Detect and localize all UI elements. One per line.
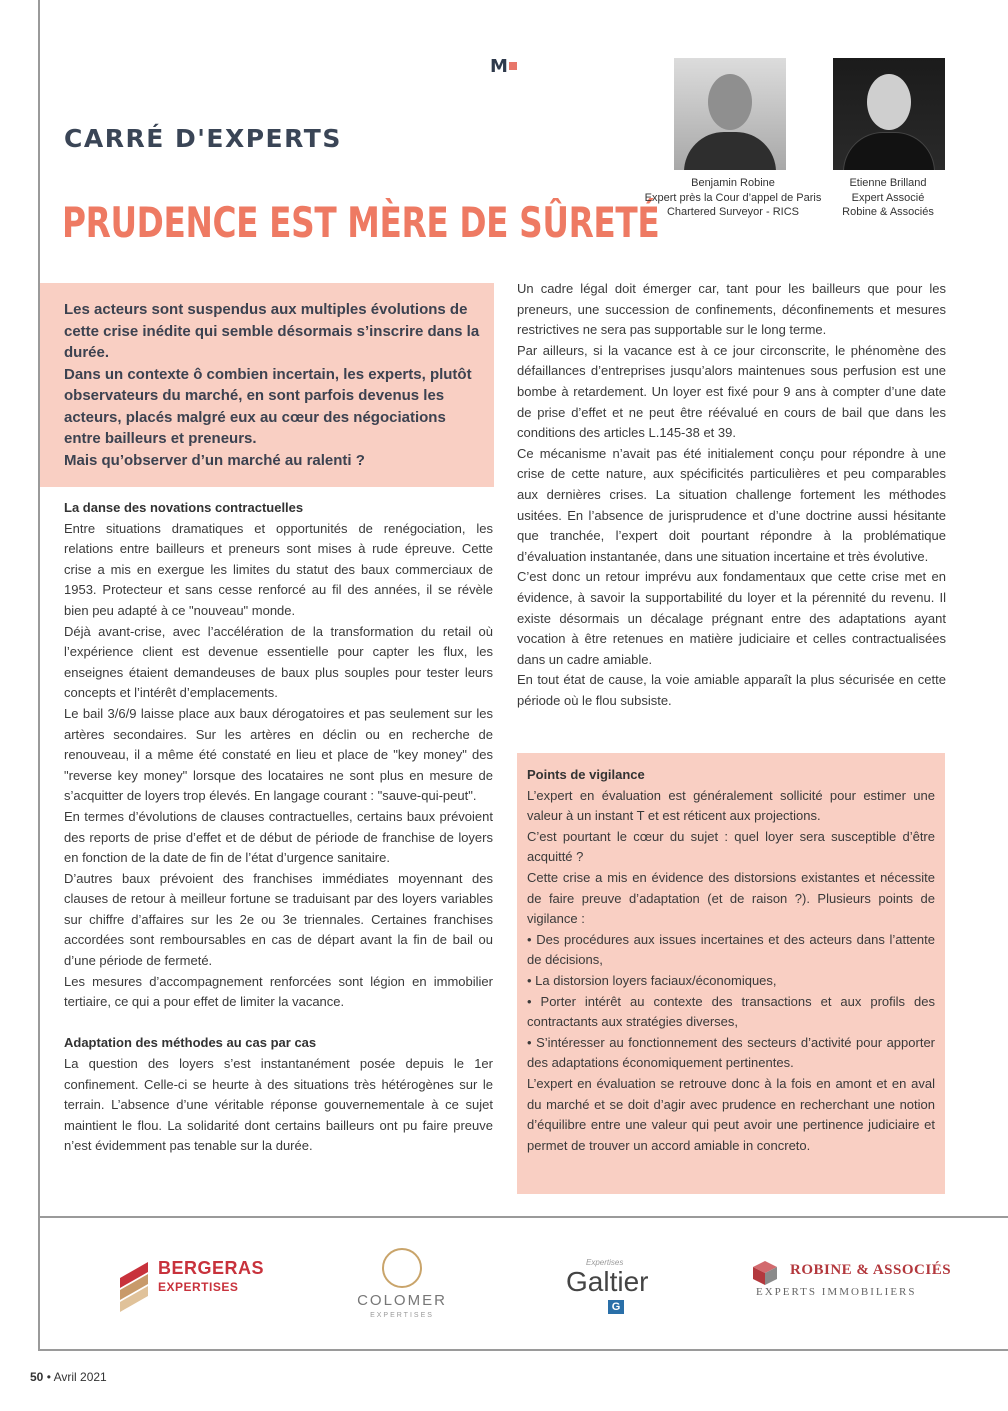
vigilance-paragraph: L’expert en évaluation est généralement sollicité pour estimer une valeur à un instant T et est réticent aux projections.: [527, 787, 935, 824]
body-paragraph: En tout état de cause, la voie amiable apparaît la plus sécurisée en cette période où le flou subsiste.: [517, 672, 946, 708]
galtier-mark-icon: G: [608, 1300, 624, 1314]
expert-role: Expert Associé: [851, 191, 925, 204]
article-title: PRUDENCE EST MÈRE DE SÛRETÉ: [62, 198, 660, 247]
intro-paragraph: Dans un contexte ô combien incertain, les experts, plutôt observateurs du marché, en sont parfois devenus les acteurs, placés malgré eux au cœur des négociations entre bailleurs et preneurs.: [64, 365, 472, 447]
expert-role: Robine & Associés: [842, 206, 934, 218]
body-paragraph: Déjà avant-crise, avec l’accélération de la transformation du retail où l’expérience client est devenue essentielle pour capter les flux, les enseignes étaient demandeuses de baux plus souples pour tester leurs concepts et l’intérêt d’emplacements.: [64, 623, 493, 701]
body-paragraph: Ce mécanisme n’avait pas été initialement conçu pour répondre à une crise de cette nature, aux spécificités particulières et peu comparables aux dernières crises. La situation challenge fortement les méthodes usitées. En l’absence de jurisprudence et d’une doctrine aussi hésitante que tranchée, l’expert doit pourtant répondre à la problématique d’évaluation instantanée, dans une situation incertaine et très évolutive.: [517, 445, 946, 564]
vigilance-bullet: • S’intéresser au fonctionnement des secteurs d’activité pour apporter des adaptations économiquement pertinentes.: [527, 1034, 935, 1071]
expert-photo-brilland: [833, 58, 945, 170]
page-number: 50: [30, 1370, 44, 1384]
expert-photo-robine: [674, 58, 786, 170]
body-paragraph: Entre situations dramatiques et opportunités de renégociation, les relations entre bailleurs et preneurs sont mises à rude épreuve. Cette crise a mis en exergue les limites du statut des baux commerciaux de 1953. Protecteur et sans cesse renforcé au fil des années, il se révèle bien peu adapté à ce "nouveau" monde.: [64, 520, 493, 618]
colomer-ring-icon: [382, 1248, 422, 1288]
left-column: [64, 498, 493, 1157]
vigilance-bullet: • Des procédures aux issues incertaines et des acteurs dans l’attente de décisions,: [527, 931, 935, 968]
body-paragraph: En termes d’évolutions de clauses contractuelles, certains baux prévoient des reports de prise d’effet et de début de période de franchise de loyers en fonction de la date de fin de l’état d’urgence sanitaire.: [64, 808, 493, 866]
expert-name: Etienne Brilland: [849, 177, 927, 189]
vigilance-box: [517, 753, 945, 1194]
logos-divider: [38, 1216, 1008, 1218]
left-margin-rule: [38, 0, 40, 1350]
body-paragraph: Le bail 3/6/9 laisse place aux baux dérogatoires et pas seulement sur les artères secondaires. Sur les artères en déclin ou en recherche de renouveau, il a même été constaté en lieu et place de "key money" des "reverse key money" lorsque des locataires ne sont plus en mesure de s’acquitter de loyers trop élevés. En langage courant : "sauve-qui-peut".: [64, 705, 493, 804]
subheading: La danse des novations contractuelles: [64, 500, 304, 515]
vigilance-paragraph: L’expert en évaluation se retrouve donc à la fois en amont et en aval du marché et se doit d’agir avec prudence en recherchant une notion d’équilibre entre une valeur qui peut avoir une pertinence judiciaire et permet de trouver un accord amiable in concreto.: [527, 1075, 935, 1153]
body-paragraph: Les mesures d’accompagnement renforcées sont légion en immobilier tertiaire, ce qui a pour effet de limiter la vacance.: [64, 973, 493, 1010]
right-column: [517, 279, 946, 711]
intro-paragraph: Les acteurs sont suspendus aux multiples évolutions de cette crise inédite qui semble désormais s’inscrire dans la durée.: [64, 301, 480, 361]
intro-paragraph: Mais qu’observer d’un marché au ralenti ?: [64, 451, 365, 469]
subheading: Adaptation des méthodes au cas par cas: [64, 1035, 317, 1051]
magazine-logo: M: [490, 56, 517, 77]
issue-date: Avril 2021: [53, 1370, 107, 1384]
robine-cube-icon: [752, 1260, 778, 1286]
body-paragraph: La question des loyers s’est instantanément posée depuis le 1er confinement. Celle-ci se heurte à des situations très hétérogènes sur le terrain. L’absence d’une véritable réponse gouvernementale à ce sujet maintient le flou. La solidarité dont certains bailleurs ont pu faire preuve n’est évidemment pas tenable sur la durée.: [64, 1056, 493, 1154]
expert-role: Expert près la Cour d’appel de Paris: [644, 191, 822, 204]
intro-box: [40, 283, 494, 487]
section-title: CARRÉ D'EXPERTS: [64, 124, 342, 153]
vigilance-bullet: • La distorsion loyers faciaux/économiques,: [527, 972, 777, 988]
expert-name: Benjamin Robine: [691, 177, 775, 189]
footer-divider: [38, 1349, 1008, 1351]
body-paragraph: C’est donc un retour imprévu aux fondamentaux que cette crise met en évidence, à savoir la supportabilité du loyer et la pérennité du revenu. Il existe désormais un décalage prégnant entre des adaptations ayant vocation à être retenues en matière judiciaire et celles contractualisées dans un cadre amiable.: [517, 569, 946, 667]
footer-separator: •: [46, 1370, 51, 1384]
body-paragraph: Un cadre légal doit émerger car, tant pour les bailleurs que pour les preneurs, une succession de confinements, déconfinements et mesures restrictives ne sera pas supportable sur le long terme.: [517, 281, 946, 338]
page-footer: [30, 1370, 107, 1384]
robine-logo: ROBINE & ASSOCIÉS EXPERTS IMMOBILIERS: [752, 1256, 912, 1306]
body-paragraph: D’autres baux prévoient des franchises immédiates moyennant des clauses de retour à meilleur fortune se traduisant par des loyers variables sur chiffre d’affaires sur les 2e ou 3e triennales. Certaines franchises accordées sont remboursables en cas de départ avant la fin de bail ou d’une période de fermeté.: [64, 870, 493, 969]
galtier-logo: Expertises Galtier G: [566, 1258, 649, 1313]
vigilance-heading: Points de vigilance: [527, 767, 645, 782]
vigilance-paragraph: Cette crise a mis en évidence des distorsions existantes et nécessite de faire preuve d’adaptation (et de raison ?). Plusieurs points de vigilance :: [527, 869, 935, 927]
expert-caption-robine: [628, 176, 838, 220]
vigilance-bullet: • Porter intérêt au contexte des transactions et aux profils des contractants aux stratégies diverses,: [527, 993, 935, 1030]
expert-role: Chartered Surveyor - RICS: [666, 206, 800, 218]
bergeras-logo: BERGERAS EXPERTISES: [118, 1254, 268, 1316]
colomer-logo: COLOMER EXPERTISES: [340, 1246, 464, 1326]
expert-caption-brilland: [818, 176, 958, 220]
vigilance-paragraph: C’est pourtant le cœur du sujet : quel loyer sera susceptible d’être acquitté ?: [527, 828, 935, 865]
body-paragraph: Par ailleurs, si la vacance est à ce jour circonscrite, le phénomène des défaillances d’entreprises jusqu’alors maintenues sous perfusion est une bombe à retardement. Un loyer est fixé pour 9 ans à compter d’une date de prise d’effet et ne peut être réévalué en cours de bail que dans les conditions des articles L.145-38 et 39.: [517, 342, 946, 441]
bergeras-mark-icon: [118, 1258, 150, 1312]
